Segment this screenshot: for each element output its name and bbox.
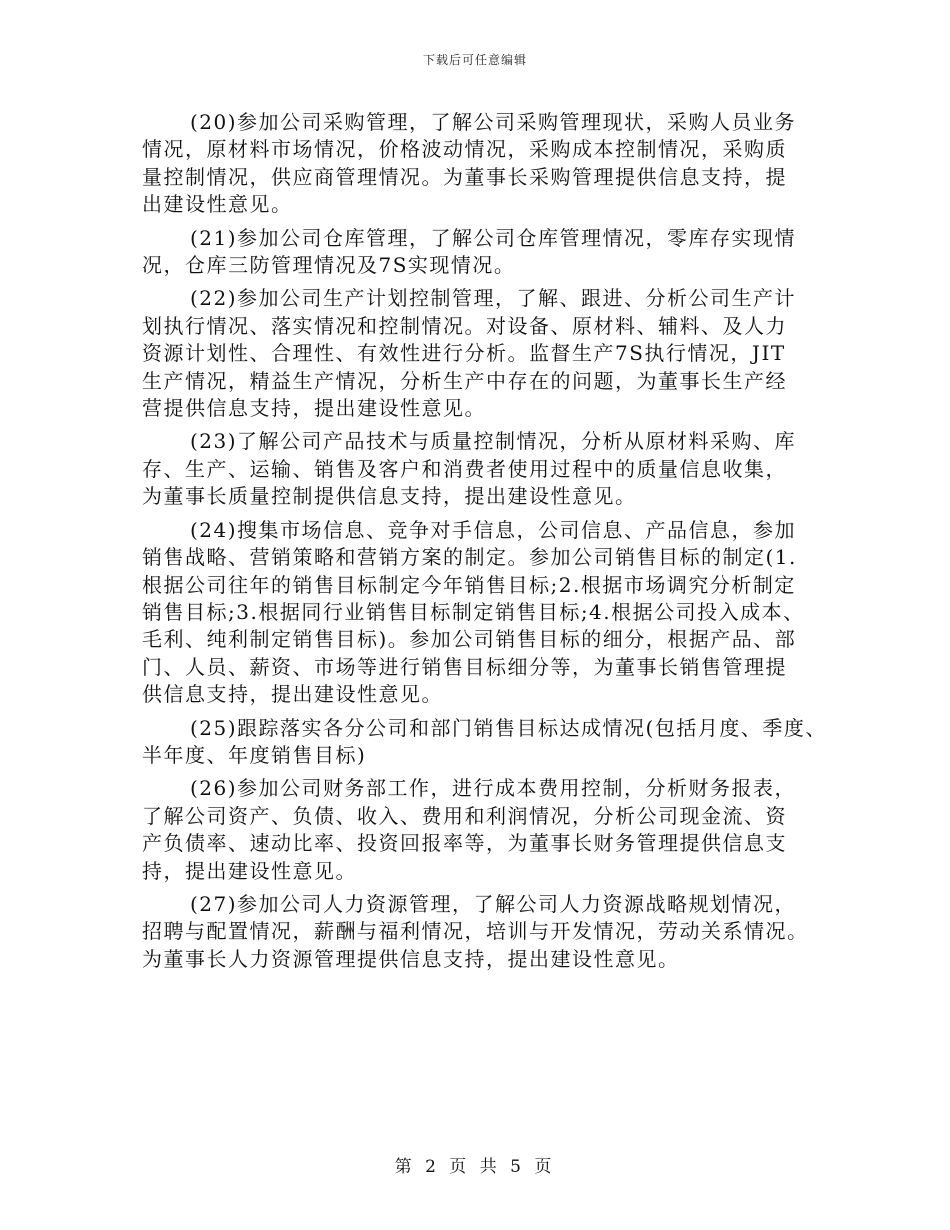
paragraph-line: 情况，原材料市场情况，价格波动情况，采购成本控制情况，采购质 — [142, 137, 787, 162]
paragraph-line: 资源计划性、合理性、有效性进行分析。监督生产7S执行情况，JIT — [142, 341, 786, 366]
paragraph-line: 为董事长质量控制提供信息支持，提出建设性意见。 — [142, 484, 637, 509]
paragraph-line: 销售战略、营销策略和营销方案的制定。参加公司销售目标的制定(1. — [142, 545, 797, 570]
page-header-note: 下载后可任意编辑 — [422, 53, 527, 67]
paragraph-line: 门、人员、薪资、市场等进行销售目标细分等，为董事长销售管理提 — [142, 654, 787, 679]
paragraph-line: 量控制情况，供应商管理情况。为董事长采购管理提供信息支持，提 — [142, 164, 787, 189]
paragraph-line: 出建设性意见。 — [142, 192, 293, 217]
paragraph-line: 划执行情况、落实情况和控制情况。对设备、原材料、辅料、及人力 — [142, 313, 787, 338]
paragraph-line: 产负债率、速动比率、投资回报率等，为董事长财务管理提供信息支 — [142, 831, 787, 856]
paragraph-p22 — [142, 285, 822, 422]
paragraph-line: 持，提出建设性意见。 — [142, 858, 357, 883]
paragraph-line: 根据公司往年的销售目标制定今年销售目标;2.根据市场调究分析制定 — [142, 572, 796, 597]
paragraph-line: (22)参加公司生产计划控制管理，了解、跟进、分析公司生产计 — [190, 286, 797, 311]
paragraph-line: 毛利、纯利制定销售目标)。参加公司销售目标的细分，根据产品、部 — [142, 627, 797, 652]
page-number-footer: 第 2 页 共 5 页 — [394, 1157, 556, 1177]
document-body — [142, 109, 827, 973]
paragraph-line: (20)参加公司采购管理，了解公司采购管理现状，采购人员业务 — [190, 110, 797, 134]
paragraph-line: 半年度、年度销售目标) — [142, 742, 367, 767]
paragraph-p25 — [142, 715, 827, 770]
paragraph-p27 — [142, 891, 822, 973]
paragraph-p20 — [142, 109, 822, 219]
paragraph-line: 供信息支持，提出建设性意见。 — [142, 682, 443, 707]
paragraph-line: 了解公司资产、负债、收入、费用和利润情况，分析公司现金流、资 — [142, 803, 787, 828]
paragraph-line: 存、生产、运输、销售及客户和消费者使用过程中的质量信息收集， — [142, 456, 787, 481]
paragraph-p24 — [142, 517, 822, 709]
paragraph-p23 — [142, 428, 822, 510]
paragraph-line: 招聘与配置情况，薪酬与福利情况，培训与开发情况，劳动关系情况。 — [142, 919, 809, 944]
paragraph-line: 营提供信息支持，提出建设性意见。 — [142, 396, 486, 421]
paragraph-line: 况，仓库三防管理情况及7S实现情况。 — [142, 253, 516, 278]
paragraph-line: 销售目标;3.根据同行业销售目标制定销售目标;4.根据公司投入成本、 — [142, 599, 805, 624]
paragraph-line: (26)参加公司财务部工作，进行成本费用控制，分析财务报表， — [190, 776, 797, 801]
paragraph-p26 — [142, 775, 822, 885]
paragraph-p21 — [142, 225, 822, 280]
paragraph-line: (27)参加公司人力资源管理，了解公司人力资源战略规划情况， — [190, 891, 797, 916]
paragraph-line: 生产情况，精益生产情况，分析生产中存在的问题，为董事长生产经 — [142, 368, 787, 393]
paragraph-line: 为董事长人力资源管理提供信息支持，提出建设性意见。 — [142, 946, 680, 971]
paragraph-line: (21)参加公司仓库管理，了解公司仓库管理情况，零库存实现情 — [190, 225, 797, 250]
paragraph-line: (24)搜集市场信息、竞争对手信息，公司信息、产品信息，参加 — [190, 517, 797, 542]
paragraph-line: (23)了解公司产品技术与质量控制情况，分析从原材料采购、库 — [190, 429, 797, 454]
paragraph-line: (25)跟踪落实各分公司和部门销售目标达成情况(包括月度、季度、 — [190, 715, 827, 740]
